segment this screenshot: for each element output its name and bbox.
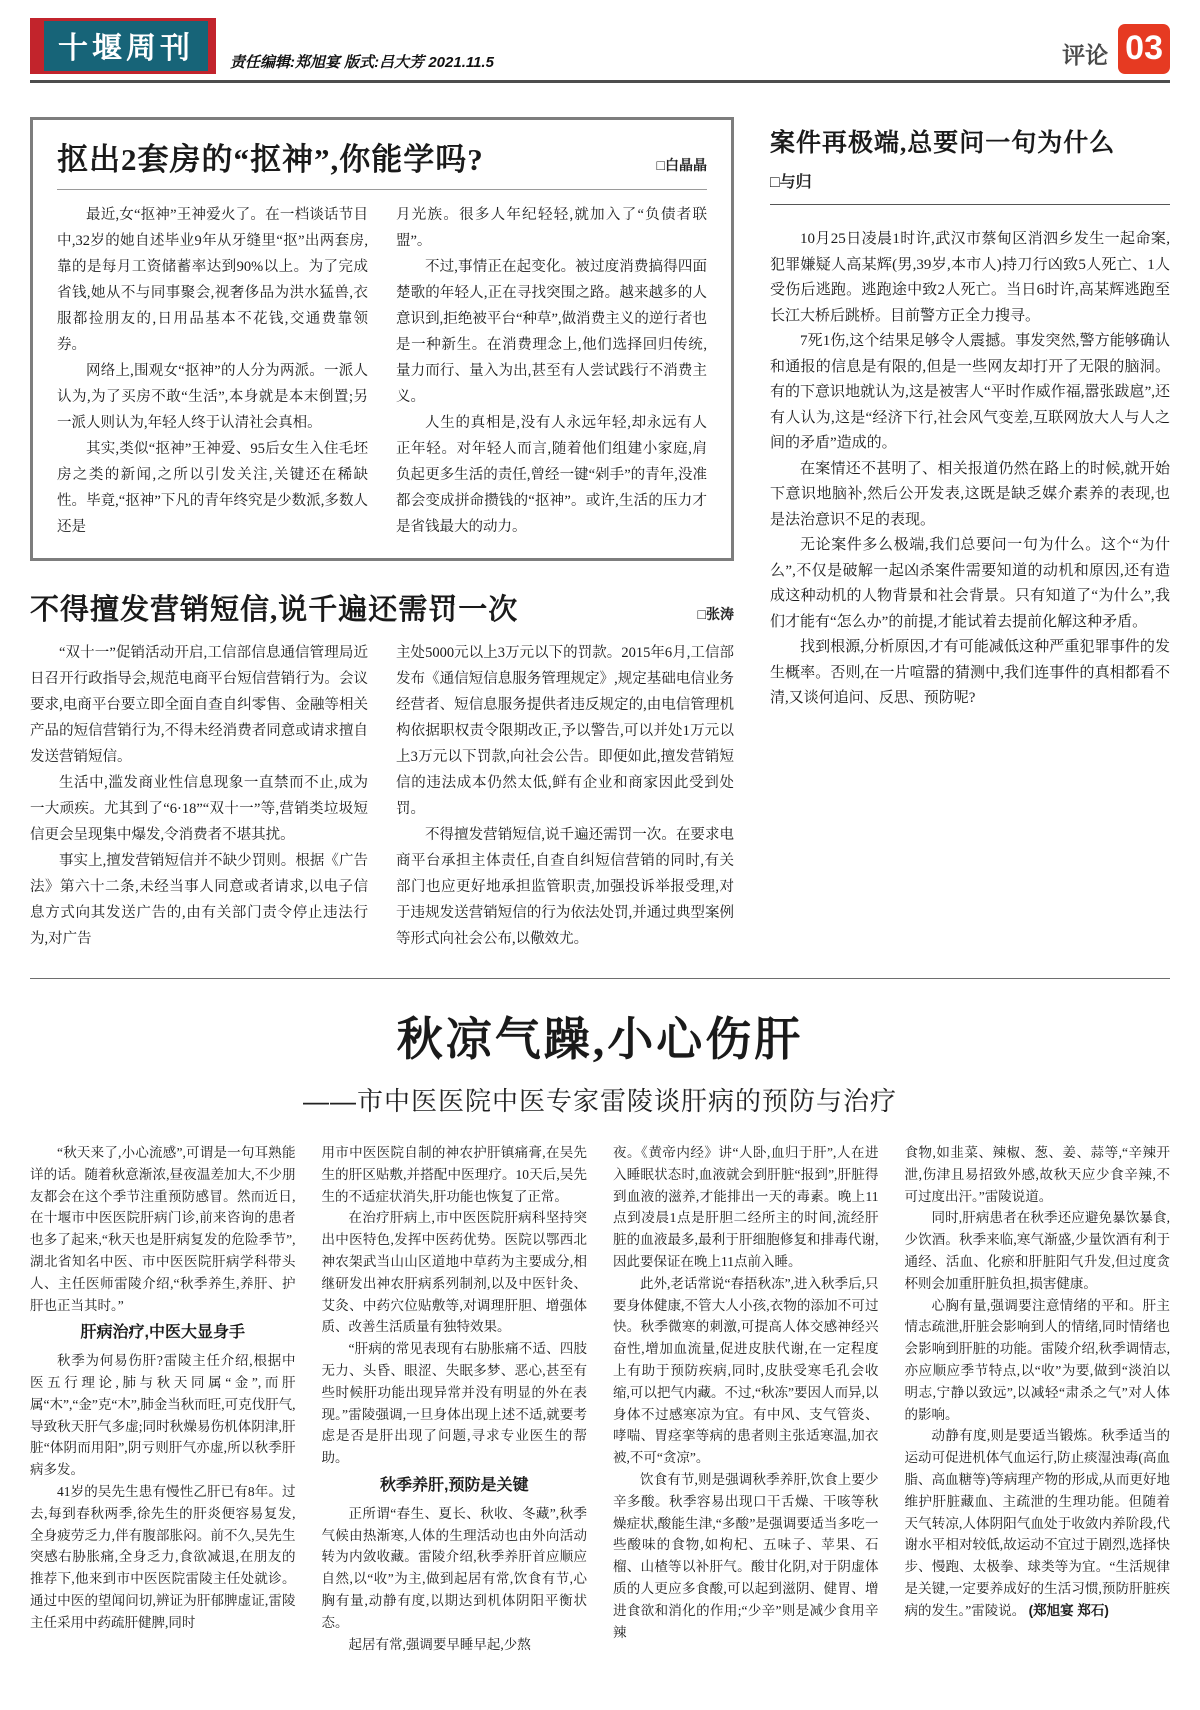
paragraph: 心胸有量,强调要注意情绪的平和。肝主情志疏泄,肝脏会影响到人的情绪,同时情绪也会影响到肝脏的功能。雷陵介绍,秋季调情志,亦应顺应季节特点,以“收”为要,做到“淡泊以明志,宁静以致远”,以减轻“肃杀之气”对人体的影响。 [904,1297,1170,1422]
paragraph: “肝病的常见表现有右胁胀痛不适、四肢无力、头昏、眼涩、失眠多梦、恶心,甚至有些时候肝功能出现异常并没有明显的外在表现。”雷陵强调,一旦身体出现上述不适,就要考虑是否是肝出现了问题,寻求专业医生的帮助。 [321,1341,587,1466]
masthead [30,18,1170,74]
paragraph: 食物,如韭菜、辣椒、葱、姜、蒜等,“辛辣开泄,伤津且易招致外感,故秋天应少食辛辣,不可过度出汗。”雷陵说道。 [904,1145,1170,1204]
article-case-title: 案件再极端,总要问一句为什么 [770,130,1116,157]
paragraph-text: 动静有度,则是要适当锻炼。秋季适当的运动可促进机体气血运行,防止痰湿浊毒(高血脂、高血糖等)等病理产物的形成,从而更好地维护肝脏藏血、主疏泄的生理功能。但随着天气转凉,人体阴阳气血处于收敛内养阶段,代谢水平相对较低,故运动不宜过于剧烈,选择快步、慢跑、太极拳、球类等为宜。“生活规律是关键,一定要养成好的生活习惯,预防肝脏疾病的发生。”雷陵说。 [904,1428,1170,1618]
paragraph: 人生的真相是,没有人永远年轻,却永远有人正年轻。对年轻人而言,随着他们组建小家庭,肩负起更多生活的责任,曾经一键“剁手”的青年,没准都会变成拼命攒钱的“抠神”。或许,生活的压力才是省钱最大的动力。 [396,415,707,535]
article-koushen-title: 抠出2套房的“抠神”,你能学吗? [57,142,484,177]
paragraph: 事实上,擅发营销短信并不缺少罚则。根据《广告法》第六十二条,未经当事人同意或者请求,以电子信息方式向其发送广告的,由有关部门责令停止违法行为,对广告 [30,853,368,947]
article-sms-header [30,587,734,628]
paragraph: 最近,女“抠神”王神爱火了。在一档谈话节目中,32岁的她自述毕业9年从牙缝里“抠”出两套房,靠的是每月工资储蓄率达到90%以上。为了完成省钱,她从不与同事聚会,视奢侈品为洪水猛兽,衣服都捡朋友的,日用品基本不花钱,交通费靠领券。 [57,207,368,353]
article-liver-col3 [613,1142,879,1655]
editor-line: 责任编辑:郑旭宴 版式:吕大芳 2021.11.5 [230,54,494,71]
article-koushen-header [57,134,707,179]
subhead-treatment: 肝病治疗,中医大显身手 [80,1324,245,1342]
paragraph [905,1425,1171,1621]
paragraph: 生活中,滥发商业性信息现象一直禁而不止,成为一大顽疾。尤其到了“6·18”“双十一”等,营销类垃圾短信更会呈现集中爆发,令消费者不堪其扰。 [30,775,368,843]
paragraph: 10月25日凌晨1时许,武汉市蔡甸区消泗乡发生一起命案,犯罪嫌疑人高某辉(男,39岁,本市人)持刀行凶致5人死亡、1人受伤后逃跑。逃跑途中致2人死亡。当日6时许,高某辉逃跑至长江大桥后跳桥。目前警方正全力搜寻。 [770,231,1170,324]
section-divider [30,978,1170,979]
paragraph: “秋天来了,小心流感”,可谓是一句耳熟能详的话。随着秋意渐浓,昼夜温差加大,不少朋友都会在这个季节注重预防感冒。然而近日,在十堰市中医医院肝病门诊,前来咨询的患者也多了起来,“秋天也是肝病复发的危险季节”,湖北省知名中医、市中医医院肝病学科带头人、主任医师雷陵介绍,“秋季养生,养肝、护肝也正当其时。” [30,1145,296,1313]
paragraph: 用市中医医院自制的神农护肝镇痛膏,在吴先生的肝区贴敷,并搭配中医理疗。10天后,吴先生的不适症状消失,肝功能也恢复了正常。 [321,1145,587,1204]
paragraph: 找到根源,分析原因,才有可能减低这种严重犯罪事件的发生概率。否则,在一片喧嚣的猜测中,我们连事件的真相都看不清,又谈何追问、反思、预防呢? [770,639,1170,706]
article-case-author: □与归 [770,174,812,191]
article-sms-col1 [30,640,368,952]
article-sms [30,587,734,952]
paragraph: 不得擅发营销短信,说千遍还需罚一次。在要求电商平台承担主体责任,自查自纠短信营销的同时,有关部门也应更好地承担监管职责,加强投诉举报受理,对于违规发送营销短信的行为依法处罚,并通过典型案例等形式向社会公布,以儆效尤。 [396,827,734,947]
paragraph: 起居有常,强调要早睡早起,少熬 [348,1636,531,1652]
article-liver-title: 秋凉气躁,小心伤肝 [396,1014,804,1065]
paragraph: 饮食有节,则是强调秋季养肝,饮食上要少辛多酸。秋季容易出现口干舌燥、干咳等秋燥症状,酸能生津,“多酸”是强调要适当多吃一些酸味的食物,如枸杞、五味子、苹果、石榴、山楂等以补肝气。酸甘化阴,对于阴虚体质的人更应多食酸,可以起到滋阴、健胃、增进食欲和消化的作用;“少辛”则是减少食用辛辣 [613,1471,879,1640]
paragraph: 夜。《黄帝内经》讲“人卧,血归于肝”,人在进入睡眠状态时,血液就会到肝脏“报到”,肝脏得到血液的滋养,才能排出一天的毒素。晚上11点到凌晨1点是肝胆二经所主的时间,流经肝脏的血液最多,最利于肝细胞修复和排毒代谢,因此要保证在晚上11点前入睡。 [613,1145,879,1269]
paragraph: 在案情还不甚明了、相关报道仍然在路上的时候,就开始下意识地脑补,然后公开发表,这既是缺乏媒介素养的表现,也是法治意识不足的表现。 [770,460,1170,528]
paper-logo-text: 十堰周刊 [44,21,208,71]
article-liver-subtitle: ——市中医医院中医专家雷陵谈肝病的预防与治疗 [302,1086,897,1116]
article-liver-col1 [30,1142,296,1655]
article-sms-title: 不得擅发营销短信,说千遍还需罚一次 [30,594,519,626]
paragraph: 正所谓“春生、夏长、秋收、冬藏”,秋季气候由热渐寒,人体的生理活动也由外向活动转为内敛收藏。雷陵介绍,秋季养肝首应顺应自然,以“收”为主,做到起居有常,饮食有节,心胸有量,动静有度,以期达到机体阴阳平衡状态。 [321,1505,587,1630]
article-liver [30,1003,1170,1655]
article-koushen-col1 [57,202,368,540]
top-section [30,117,1170,952]
subhead-prevention: 秋季养肝,预防是关键 [380,1476,529,1494]
paragraph: 网络上,围观女“抠神”的人分为两派。一派人认为,为了买房不敢“生活”,本身就是本末倒置;另一派人则认为,年轻人终于认清社会真相。 [57,363,368,431]
top-left-column [30,117,734,952]
article-koushen-author: □白晶晶 [656,159,707,174]
paragraph: 月光族。很多人年纪轻轻,就加入了“负债者联盟”。 [396,207,707,249]
paragraph: 不过,事情正在起变化。被过度消费搞得四面楚歌的年轻人,正在寻找突围之路。越来越多的人意识到,拒绝被平台“种草”,做消费主义的逆行者也是一种新生。在消费理念上,他们选择回归传统,量力而行、量入为出,甚至有人尝试践行不消费主义。 [396,259,707,405]
paragraph: 其实,类似“抠神”王神爱、95后女生入住毛坯房之类的新闻,之所以引发关注,关键还在稀缺性。毕竟,“抠神”下凡的青年终究是少数派,多数人还是 [57,441,368,535]
paragraph: “双十一”促销活动开启,工信部信息通信管理局近日召开行政指导会,规范电商平台短信营销行为。会议要求,电商平台要立即全面自查自纠零售、金融等相关产品的短信营销行为,不得未经消费者同意或请求擅自发送营销短信。 [30,645,368,765]
paragraph: 41岁的吴先生患有慢性乙肝已有8年。过去,每到春秋两季,徐先生的肝炎便容易复发,全身疲劳乏力,伴有腹部胀闷。前不久,吴先生突感右胁胀痛,全身乏力,食欲减退,在朋友的推荐下,他来到市中医医院雷陵主任处就诊。通过中医的望闻问切,辨证为肝郁脾虚证,雷陵主任采用中药疏肝健脾,同时 [30,1483,296,1630]
article-sms-col2 [396,640,734,952]
paragraph: 同时,肝病患者在秋季还应避免暴饮暴食,少饮酒。秋季来临,寒气渐盛,少量饮酒有利于通经、活血、化瘀和肝脏阳气升发,但过度贪杯则会加重肝脏负担,损害健康。 [904,1210,1170,1291]
article-liver-byline: (郑旭宴 郑石) [1028,1602,1109,1618]
paragraph: 无论案件多么极端,我们总要问一句为什么。这个“为什么”,不仅是破解一起凶杀案件需要知道的动机和原因,还有造成这种动机的人物背景和社会背景。只有知道了“为什么”,我们才能有“怎么办”的前提,才能试着去提前化解这种矛盾。 [770,537,1170,630]
article-koushen [30,117,734,561]
title-rule [770,204,1170,205]
article-liver-col2 [322,1142,588,1655]
paper-logo [30,18,216,74]
article-koushen-col2 [396,202,707,540]
article-koushen-body [57,202,707,540]
article-liver-body [30,1142,1170,1655]
paragraph: 主处5000元以上3万元以下的罚款。2015年6月,工信部发布《通信短信息服务管理规定》,规定基础电信业务经营者、短信息服务提供者违反规定的,由电信管理机构依据职权责令限期改正,予以警告,可以并处1万元以上3万元以下罚款,向社会公告。即便如此,擅发营销短信的违法成本仍然太低,鲜有企业和商家因此受到处罚。 [396,645,734,817]
paragraph: 此外,老话常说“春捂秋冻”,进入秋季后,只要身体健康,不管大人小孩,衣物的添加不可过快。秋季微寒的刺激,可提高人体交感神经兴奋性,增加血流量,促进皮肤代谢,在一定程度上有助于预防疾病,同时,皮肤受寒毛孔会收缩,可以把气内藏。不过,“秋冻”要因人而异,以身体不过感寒凉为宜。有中风、支气管炎、哮喘、胃痉挛等病的患者则主张适寒温,加衣被,不可“贪凉”。 [613,1275,879,1466]
article-liver-col4 [905,1142,1171,1655]
article-case [770,117,1170,952]
paragraph: 在治疗肝病上,市中医医院肝病科坚持突出中医特色,发挥中医药优势。医院以鄂西北神农架武当山山区道地中草药为主要成分,相继研发出神农肝病系列制剂,以及中医针灸、艾灸、中药穴位贴敷等,对调理肝胆、增强体质、改善生活质量有独特效果。 [321,1210,587,1335]
section-label: 评论 [1062,42,1109,68]
paragraph: 秋季为何易伤肝?雷陵主任介绍,根据中医五行理论,肺与秋天同属“金”,而肝属“木”,“金”克“木”,肺金当秋而旺,可克伐肝气,导致秋天肝气多虚;同时秋燥易伤机体阴津,肝脏“体阴而用阳”,阴亏则肝气亦虚,所以秋季肝病多发。 [30,1353,296,1478]
article-sms-author: □张涛 [697,608,734,623]
article-case-body [770,227,1170,712]
paragraph: 7死1伤,这个结果足够令人震撼。事发突然,警方能够确认和通报的信息是有限的,但是一些网友却打开了无限的脑洞。有的下意识地就认为,这是被害人“平时作威作福,嚣张跋扈”,还有人认为,这是“经济下行,社会风气变差,互联网放大人与人之间的矛盾”造成的。 [770,333,1170,451]
title-rule [57,189,707,190]
page-number-badge: 03 [1118,24,1170,74]
header-rule [30,80,1170,83]
article-sms-body [30,640,734,952]
